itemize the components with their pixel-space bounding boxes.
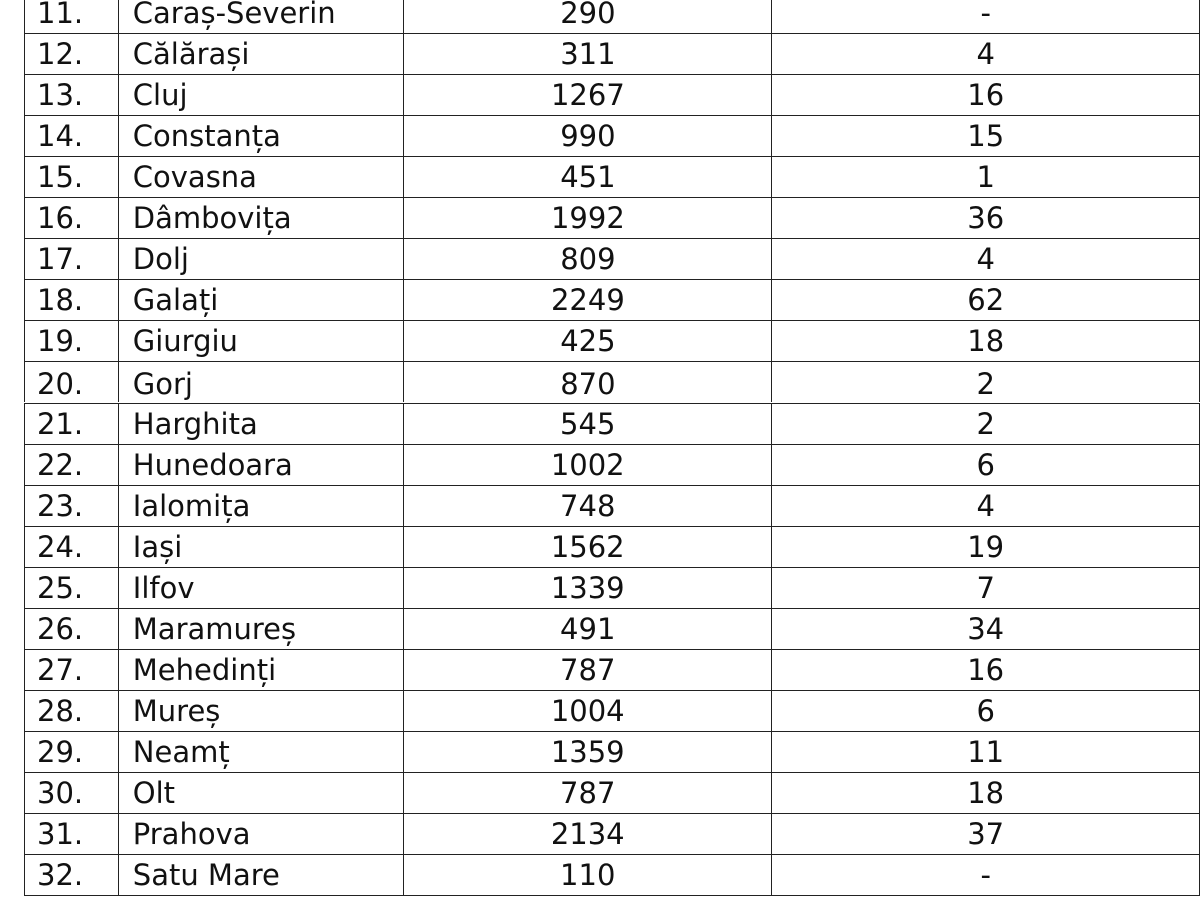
- county-name: Mehedinți: [132, 653, 277, 687]
- value-a-cell: [404, 691, 772, 732]
- county-name-cell: [118, 0, 404, 34]
- value-a-cell: [404, 732, 772, 773]
- county-name: Iași: [132, 530, 183, 564]
- value-a: 1267: [550, 78, 625, 112]
- row-number: 28.: [37, 694, 84, 728]
- value-b-cell: [772, 486, 1200, 527]
- table-row: [25, 0, 1200, 34]
- county-name-cell: [118, 773, 403, 814]
- county-name: Prahova: [132, 817, 251, 851]
- county-name: Giurgiu: [132, 324, 238, 358]
- row-number-cell: [25, 280, 119, 321]
- county-name-cell: [118, 568, 403, 609]
- row-number-cell: [25, 773, 119, 814]
- row-number-cell: [25, 609, 119, 650]
- row-number: 13.: [37, 78, 84, 112]
- row-number: 15.: [37, 160, 84, 194]
- row-number: 12.: [37, 37, 84, 71]
- value-a-cell: [404, 486, 772, 527]
- table-row: [25, 362, 1200, 403]
- value-a: 1002: [550, 448, 625, 482]
- value-a: 1562: [550, 530, 625, 564]
- row-number-cell: [25, 445, 119, 486]
- county-name-cell: [118, 321, 404, 362]
- table-row: [25, 198, 1200, 239]
- value-a: 311: [560, 37, 616, 71]
- value-b: 11: [967, 735, 1005, 769]
- row-number: 19.: [37, 324, 84, 358]
- county-name-cell: [118, 404, 403, 445]
- table-row: [25, 486, 1200, 527]
- value-a-cell: [404, 75, 772, 116]
- row-number: 32.: [37, 858, 84, 892]
- county-name: Ilfov: [132, 571, 195, 605]
- county-name-cell: [118, 445, 403, 486]
- county-name: Covasna: [132, 160, 257, 194]
- row-number-cell: [25, 75, 119, 116]
- county-name-cell: [118, 280, 404, 321]
- county-name-cell: [118, 650, 403, 691]
- value-a: 787: [560, 653, 616, 687]
- value-b: 7: [976, 571, 995, 605]
- row-number: 18.: [37, 283, 84, 317]
- county-name: Cluj: [132, 78, 188, 112]
- value-b: 18: [967, 324, 1005, 358]
- county-name-cell: [118, 239, 404, 280]
- row-number-cell: [25, 321, 119, 362]
- value-b-cell: [772, 445, 1200, 486]
- value-b-cell: [772, 239, 1200, 280]
- value-a: 2249: [550, 283, 625, 317]
- county-name-cell: [118, 75, 404, 116]
- row-number-cell: [25, 814, 119, 855]
- value-a: 2134: [550, 817, 625, 851]
- value-a-cell: [404, 321, 772, 362]
- row-number-cell: [25, 157, 119, 198]
- row-number-cell: [25, 732, 119, 773]
- value-b: 16: [967, 653, 1005, 687]
- value-a-cell: [404, 855, 772, 896]
- value-b-cell: [772, 773, 1200, 814]
- value-a: 870: [560, 367, 616, 401]
- county-name: Dâmbovița: [132, 201, 292, 235]
- table-row: [25, 773, 1200, 814]
- value-b: 62: [967, 283, 1005, 317]
- row-number: 11.: [37, 0, 84, 30]
- value-b-cell: [772, 527, 1200, 568]
- row-number-cell: [25, 650, 119, 691]
- county-name: Mureș: [132, 694, 221, 728]
- value-b: 36: [967, 201, 1005, 235]
- county-name-cell: [118, 486, 403, 527]
- value-a-cell: [404, 650, 772, 691]
- row-number: 24.: [37, 530, 84, 564]
- row-number-cell: [25, 116, 119, 157]
- value-b-cell: [772, 568, 1200, 609]
- row-number: 22.: [37, 448, 84, 482]
- value-a-cell: [404, 404, 772, 445]
- value-b-cell: [772, 362, 1200, 403]
- county-name: Harghita: [132, 407, 258, 441]
- value-a: 290: [560, 0, 616, 30]
- row-number-cell: [25, 568, 119, 609]
- value-a: 748: [560, 489, 616, 523]
- county-name: Gorj: [132, 367, 193, 401]
- county-table-lower: [24, 403, 1200, 896]
- row-number-cell: [25, 527, 119, 568]
- row-number: 26.: [37, 612, 84, 646]
- value-a: 545: [560, 407, 616, 441]
- table-row: [25, 650, 1200, 691]
- table-row: [25, 239, 1200, 280]
- value-a: 809: [560, 242, 616, 276]
- row-number-cell: [25, 362, 119, 403]
- value-a: 491: [560, 612, 616, 646]
- value-b-cell: [772, 0, 1200, 34]
- table-row: [25, 280, 1200, 321]
- value-b-cell: [772, 198, 1200, 239]
- table-row: [25, 527, 1200, 568]
- county-name: Dolj: [132, 242, 189, 276]
- value-b: 6: [976, 694, 995, 728]
- value-a: 1339: [550, 571, 625, 605]
- county-name: Galați: [132, 283, 219, 317]
- value-b-cell: [772, 321, 1200, 362]
- value-a: 1359: [550, 735, 625, 769]
- county-name-cell: [118, 855, 403, 896]
- county-name: Olt: [132, 776, 176, 810]
- value-b: 6: [976, 448, 995, 482]
- value-b: 18: [967, 776, 1005, 810]
- county-name-cell: [118, 362, 404, 403]
- county-name-cell: [118, 116, 404, 157]
- value-b: 34: [967, 612, 1005, 646]
- county-name-cell: [118, 814, 403, 855]
- row-number: 27.: [37, 653, 84, 687]
- county-name-cell: [118, 732, 403, 773]
- value-b-cell: [772, 75, 1200, 116]
- value-a: 1992: [550, 201, 625, 235]
- table-row: [25, 404, 1200, 445]
- value-b-cell: [772, 280, 1200, 321]
- row-number-cell: [25, 198, 119, 239]
- value-a-cell: [404, 0, 772, 34]
- county-name-cell: [118, 157, 404, 198]
- value-b-cell: [772, 34, 1200, 75]
- value-a-cell: [404, 773, 772, 814]
- county-name-cell: [118, 34, 404, 75]
- value-a-cell: [404, 527, 772, 568]
- value-b: -: [980, 0, 991, 30]
- row-number-cell: [25, 855, 119, 896]
- table-row: [25, 321, 1200, 362]
- row-number-cell: [25, 239, 119, 280]
- value-b: 2: [976, 367, 995, 401]
- row-number: 17.: [37, 242, 84, 276]
- value-b: 4: [976, 489, 995, 523]
- table-row: [25, 445, 1200, 486]
- value-b: -: [980, 858, 991, 892]
- value-b-cell: [772, 855, 1200, 896]
- county-table-upper-body: [25, 0, 1200, 402]
- value-a-cell: [404, 445, 772, 486]
- row-number: 21.: [37, 407, 84, 441]
- table-row: [25, 732, 1200, 773]
- table-row: [25, 855, 1200, 896]
- row-number: 31.: [37, 817, 84, 851]
- value-a-cell: [404, 157, 772, 198]
- county-name-cell: [118, 198, 404, 239]
- value-a-cell: [404, 116, 772, 157]
- value-b-cell: [772, 650, 1200, 691]
- row-number: 16.: [37, 201, 84, 235]
- value-b: 2: [976, 407, 995, 441]
- value-b-cell: [772, 157, 1200, 198]
- row-number: 14.: [37, 119, 84, 153]
- county-name-cell: [118, 527, 403, 568]
- value-b: 4: [976, 37, 995, 71]
- county-name: Constanța: [132, 119, 281, 153]
- value-b: 15: [967, 119, 1005, 153]
- county-table-lower-body: [25, 404, 1200, 896]
- row-number: 20.: [37, 367, 84, 401]
- value-a-cell: [404, 609, 772, 650]
- row-number-cell: [25, 0, 119, 34]
- value-a-cell: [404, 362, 772, 403]
- value-b: 16: [967, 78, 1005, 112]
- table-row: [25, 609, 1200, 650]
- row-number-cell: [25, 691, 119, 732]
- county-name: Satu Mare: [132, 858, 280, 892]
- value-a-cell: [404, 198, 772, 239]
- value-a: 110: [560, 858, 616, 892]
- county-name: Hunedoara: [132, 448, 293, 482]
- value-a-cell: [404, 568, 772, 609]
- county-name: Călărași: [132, 37, 250, 71]
- row-number: 25.: [37, 571, 84, 605]
- value-a: 451: [560, 160, 616, 194]
- value-a: 787: [560, 776, 616, 810]
- row-number-cell: [25, 34, 119, 75]
- value-a-cell: [404, 34, 772, 75]
- table-row: [25, 116, 1200, 157]
- value-b: 37: [967, 817, 1005, 851]
- value-b-cell: [772, 116, 1200, 157]
- county-name: Ialomița: [132, 489, 251, 523]
- county-name: Maramureș: [132, 612, 297, 646]
- value-b: 4: [976, 242, 995, 276]
- table-row: [25, 157, 1200, 198]
- county-name: Neamț: [132, 735, 230, 769]
- value-b-cell: [772, 609, 1200, 650]
- county-name: Caraș-Severin: [132, 0, 336, 30]
- value-a: 425: [560, 324, 616, 358]
- value-b-cell: [772, 732, 1200, 773]
- value-a-cell: [404, 814, 772, 855]
- value-b-cell: [772, 814, 1200, 855]
- value-b: 1: [976, 160, 995, 194]
- row-number-cell: [25, 404, 119, 445]
- table-row: [25, 34, 1200, 75]
- value-a-cell: [404, 280, 772, 321]
- value-a-cell: [404, 239, 772, 280]
- row-number: 30.: [37, 776, 84, 810]
- value-b: 19: [967, 530, 1005, 564]
- county-table-upper: [24, 0, 1200, 402]
- table-row: [25, 814, 1200, 855]
- county-name-cell: [118, 691, 403, 732]
- table-row: [25, 568, 1200, 609]
- table-row: [25, 691, 1200, 732]
- value-a: 1004: [550, 694, 625, 728]
- row-number: 29.: [37, 735, 84, 769]
- row-number-cell: [25, 486, 119, 527]
- value-a: 990: [560, 119, 616, 153]
- county-name-cell: [118, 609, 403, 650]
- row-number: 23.: [37, 489, 84, 523]
- value-b-cell: [772, 691, 1200, 732]
- value-b-cell: [772, 404, 1200, 445]
- table-row: [25, 75, 1200, 116]
